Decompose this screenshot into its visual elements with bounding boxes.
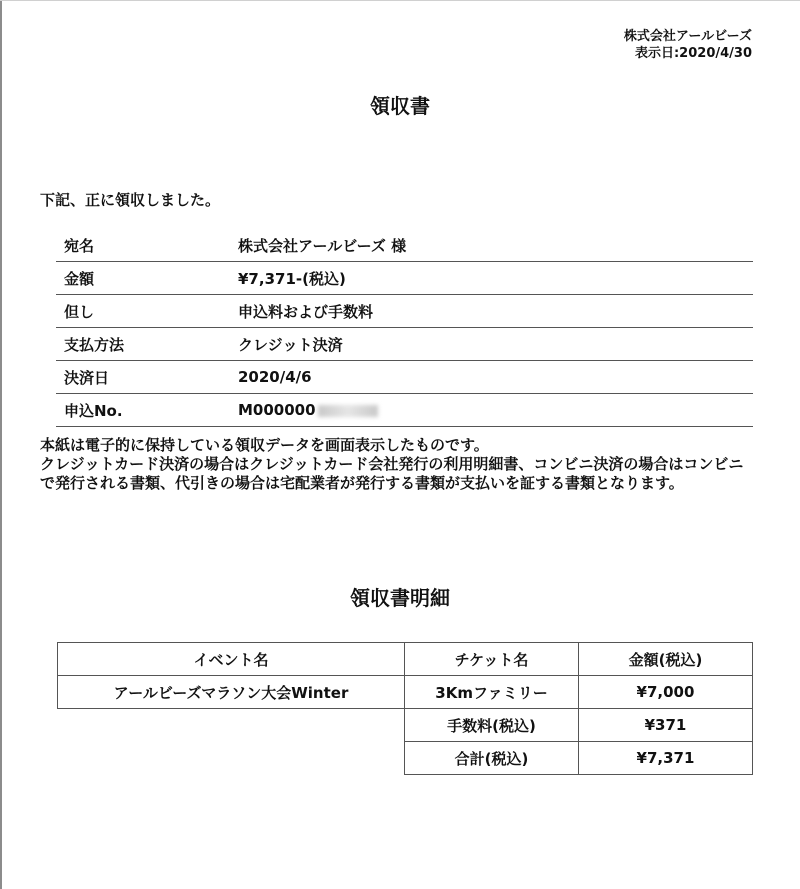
page-border [0,0,2,889]
issuer-block [624,28,752,62]
detail-item-row [58,676,753,709]
detail-total-row [58,742,753,775]
info-value [238,394,753,427]
col-header-event: イベント名 [58,643,405,676]
total-label: 合計(税込) [405,742,579,775]
info-row-application-no [56,394,753,427]
info-value: 株式会社アールビーズ 様 [238,229,753,262]
detail-title: 領収書明細 [350,586,450,610]
detail-fee-row [58,709,753,742]
issuer-company: 株式会社アールビーズ [623,29,752,44]
ticket-name: 3Kmファミリー [405,676,579,709]
info-label: 申込No. [56,394,238,427]
info-row-payment-date [56,361,753,394]
info-row-purpose [56,295,753,328]
info-row-payment-method [56,328,753,361]
detail-header-row [58,643,753,676]
info-label: 支払方法 [56,328,238,361]
info-row-amount [56,262,753,295]
info-value: クレジット決済 [238,328,753,361]
receipt-title: 領収書 [370,94,430,118]
application-number: M000000 [238,401,316,419]
empty-cell [58,742,405,775]
page-top-border [0,0,800,1]
empty-cell [58,709,405,742]
total-amount: ¥7,371 [579,742,753,775]
info-value: 申込料および手数料 [238,295,753,328]
event-name: アールビーズマラソン大会Winter [58,676,405,709]
info-label: 宛名 [56,229,238,262]
display-date: 表示日:2020/4/30 [634,46,752,61]
note-line: クレジットカード決済の場合はクレジットカード会社発行の利用明細書、コンビニ決済の場合はコンビニで発行される書類、代引きの場合は宅配業者が発行する書類が支払いを証する書類となります。 [40,455,744,492]
note-line: 本紙は電子的に保持している領収データを画面表示したものです。 [40,436,489,454]
col-header-ticket: チケット名 [405,643,579,676]
detail-table [57,642,753,775]
info-row-recipient [56,229,753,262]
item-amount: ¥7,000 [579,676,753,709]
info-label: 決済日 [56,361,238,394]
receipt-info-table [56,229,753,427]
receipt-intro: 下記、正に領収しました。 [40,191,221,209]
fee-amount: ¥371 [579,709,753,742]
receipt-note [40,436,758,493]
fee-label: 手数料(税込) [405,709,579,742]
info-label: 金額 [56,262,238,295]
col-header-amount: 金額(税込) [579,643,753,676]
info-label: 但し [56,295,238,328]
redacted-blur [318,405,378,417]
info-value: ¥7,371-(税込) [238,262,753,295]
info-value: 2020/4/6 [238,361,753,394]
